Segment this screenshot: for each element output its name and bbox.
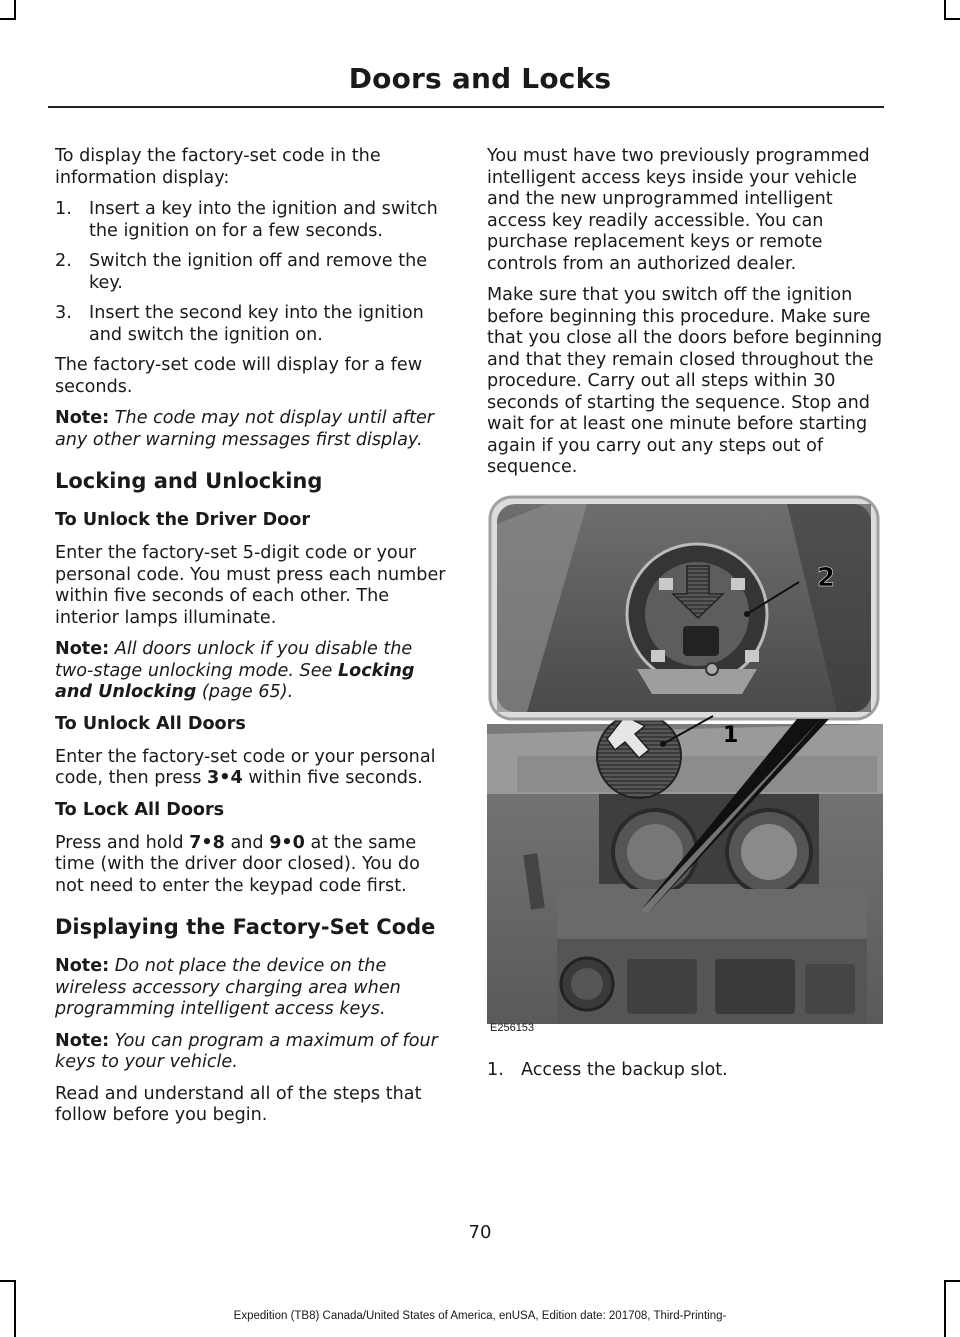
subsection-heading: To Unlock All Doors bbox=[55, 713, 246, 734]
note-text: Do not place the device on the wireless accessory charging area when programming intelligent access keys. bbox=[55, 956, 401, 1019]
callout-1: 1 bbox=[723, 723, 739, 748]
note bbox=[55, 956, 448, 1021]
step-number: 2. bbox=[55, 251, 72, 271]
body-text: Enter the factory-set 5-digit code or your personal code. You must press each number within five seconds of each other. The interior lamps illuminate. bbox=[55, 543, 446, 628]
page-number: 70 bbox=[468, 1222, 492, 1243]
body-text-part: Enter the factory-set code or your personal code, then press bbox=[55, 746, 436, 788]
section-heading: Displaying the Factory-Set Code bbox=[55, 915, 436, 939]
body-text: Read and understand all of the steps that follow before you begin. bbox=[55, 1083, 422, 1125]
step-number: 3. bbox=[55, 303, 72, 323]
note-text: (page 65). bbox=[201, 682, 294, 702]
body-text bbox=[55, 747, 448, 790]
crop-mark bbox=[944, 18, 960, 20]
body-text: Make sure that you switch off the ignition before beginning this procedure. Make sure that you close all the doors before beginning and that they remain closed throughout the procedure. Carry out all steps within 30 seconds of starting the sequence. Stop and wait for at least one minute before starting again if you carry out any steps out of sequence. bbox=[487, 285, 883, 477]
note bbox=[55, 1031, 448, 1074]
note-label: Note: bbox=[55, 1030, 110, 1051]
after-steps-text: The factory-set code will display for a few seconds. bbox=[55, 355, 423, 397]
crop-mark bbox=[944, 0, 946, 20]
figure-caption: E256153 bbox=[490, 1022, 535, 1034]
crop-mark bbox=[0, 1280, 16, 1282]
note-text: All doors unlock if you disable the two-stage unlocking mode. See bbox=[55, 639, 413, 681]
section-heading: Locking and Unlocking bbox=[55, 469, 323, 493]
crop-mark bbox=[0, 18, 16, 20]
step-text: Access the backup slot. bbox=[521, 1060, 728, 1080]
illustration-graphic bbox=[487, 494, 883, 1039]
note bbox=[55, 408, 448, 451]
crop-mark bbox=[944, 1280, 960, 1282]
step-text: Insert a key into the ignition and switch the ignition on for a few seconds. bbox=[89, 199, 438, 241]
left-column bbox=[55, 146, 448, 1137]
crop-mark bbox=[14, 0, 16, 20]
step-text: Insert the second key into the ignition and switch the ignition on. bbox=[89, 303, 424, 345]
keypad-code: 9•0 bbox=[269, 832, 305, 853]
illustration-backup-slot bbox=[487, 494, 883, 1039]
step-text: Switch the ignition off and remove the key. bbox=[89, 251, 428, 293]
step-number: 1. bbox=[55, 199, 72, 219]
backup-slot bbox=[683, 626, 719, 656]
list-item bbox=[55, 303, 448, 346]
list-item bbox=[55, 251, 448, 294]
keypad-code: 7•8 bbox=[189, 832, 225, 853]
note-label: Note: bbox=[55, 639, 110, 659]
footer-text: Expedition (TB8) Canada/United States of America, enUSA, Edition date: 201708, Third-Printing- bbox=[233, 1310, 727, 1322]
body-text-part: within five seconds. bbox=[248, 768, 423, 788]
step-number: 1. bbox=[487, 1060, 504, 1080]
crop-mark bbox=[14, 1280, 16, 1337]
page-title: Doors and Locks bbox=[348, 62, 612, 95]
intro-text: To display the factory-set code in the information display: bbox=[55, 146, 381, 188]
crop-mark bbox=[944, 1280, 946, 1337]
callout-2: 2 bbox=[817, 563, 836, 593]
subsection-heading: To Unlock the Driver Door bbox=[55, 510, 311, 530]
note bbox=[55, 639, 448, 704]
body-text bbox=[55, 833, 448, 898]
body-text-part: at the same time (with the driver door closed). You do not need to enter the keypad code first. bbox=[55, 832, 420, 896]
body-text-part: and bbox=[230, 832, 264, 853]
note-text: You can program a maximum of four keys to your vehicle. bbox=[55, 1030, 438, 1072]
right-column bbox=[487, 146, 883, 489]
note-label: Note: bbox=[55, 408, 110, 428]
body-text-part: Press and hold bbox=[55, 832, 184, 853]
list-item bbox=[487, 1060, 883, 1082]
note-text: The code may not display until after any other warning messages first display. bbox=[55, 408, 435, 450]
subsection-heading: To Lock All Doors bbox=[55, 799, 225, 820]
list-item bbox=[55, 199, 448, 242]
header-rule bbox=[48, 106, 884, 108]
keypad-code: 3•4 bbox=[207, 768, 243, 788]
body-text: You must have two previously programmed intelligent access keys inside your vehicle and the new unprogrammed intelligent access key readily accessible. You can purchase replacement keys or remote controls from an authorized dealer. bbox=[487, 146, 870, 274]
note-label: Note: bbox=[55, 956, 110, 976]
cross-reference-link[interactable]: Locking and Unlocking bbox=[55, 660, 415, 702]
